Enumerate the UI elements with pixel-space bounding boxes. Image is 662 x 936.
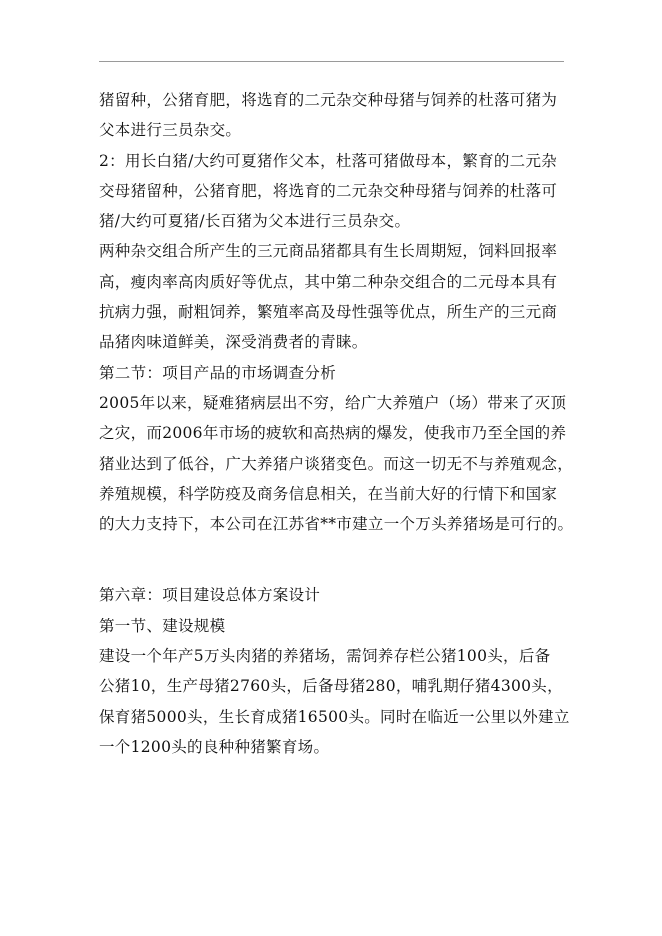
text-line: 2005年以来，疑难猪病层出不穷，给广大养殖户（场）带来了灭顶 xyxy=(99,393,567,412)
text-line: 高，瘦肉率高肉质好等优点，其中第二种杂交组合的二元母本具有 xyxy=(99,272,558,291)
text-line: 两种杂交组合所产生的三元商品猪都具有生长周期短，饲料回报率 xyxy=(99,242,558,261)
text-line: 公猪10，生产母猪2760头，后备母猪280，哺乳期仔猪4300头， xyxy=(99,677,563,696)
text-line: 养殖规模，科学防疫及商务信息相关，在当前大好的行情下和国家 xyxy=(99,484,558,503)
text-line: 父本进行三员杂交。 xyxy=(99,121,242,140)
document-body xyxy=(99,85,574,762)
section-heading: 第二节：项目产品的市场调查分析 xyxy=(99,363,337,382)
chapter-heading: 第六章：项目建设总体方案设计 xyxy=(99,586,321,605)
header-rule xyxy=(99,61,564,62)
text-line: 2：用长白猪/大约可夏猪作父本，杜落可猪做母本，繁育的二元杂 xyxy=(99,151,558,170)
text-line: 建设一个年产5万头肉猪的养猪场，需饲养存栏公猪100头，后备 xyxy=(99,647,551,666)
text-line: 猪留种，公猪育肥，将选育的二元杂交种母猪与饲养的杜落可猪为 xyxy=(99,91,558,109)
text-line: 猪业达到了低谷，广大养猪户谈猪变色。而这一切无不与养殖观念， xyxy=(99,454,574,473)
text-line: 交母猪留种，公猪育肥，将选育的二元杂交种母猪与饲养的杜落可 xyxy=(99,181,558,200)
text-line: 猪/大约可夏猪/长百猪为父本进行三员杂交。 xyxy=(99,212,411,231)
text-line: 抗病力强，耐粗饲养，繁殖率高及母性强等优点，所生产的三元商 xyxy=(99,303,558,322)
text-line: 的大力支持下，本公司在江苏省**市建立一个万头养猪场是可行的。 xyxy=(99,515,574,534)
paragraph-gap xyxy=(99,539,569,580)
text-line: 之灾，而2006年市场的疲软和高热病的爆发，使我市乃至全国的养 xyxy=(99,424,567,443)
text-line: 品猪肉味道鲜美，深受消费者的青睐。 xyxy=(99,333,368,352)
section-heading: 第一节、建设规模 xyxy=(99,616,226,635)
text-line: 保育猪5000头，生长育成猪16500头。同时在临近一公里以外建立 xyxy=(99,707,570,726)
text-line: 一个1200头的良种种猪繁育场。 xyxy=(99,737,330,756)
